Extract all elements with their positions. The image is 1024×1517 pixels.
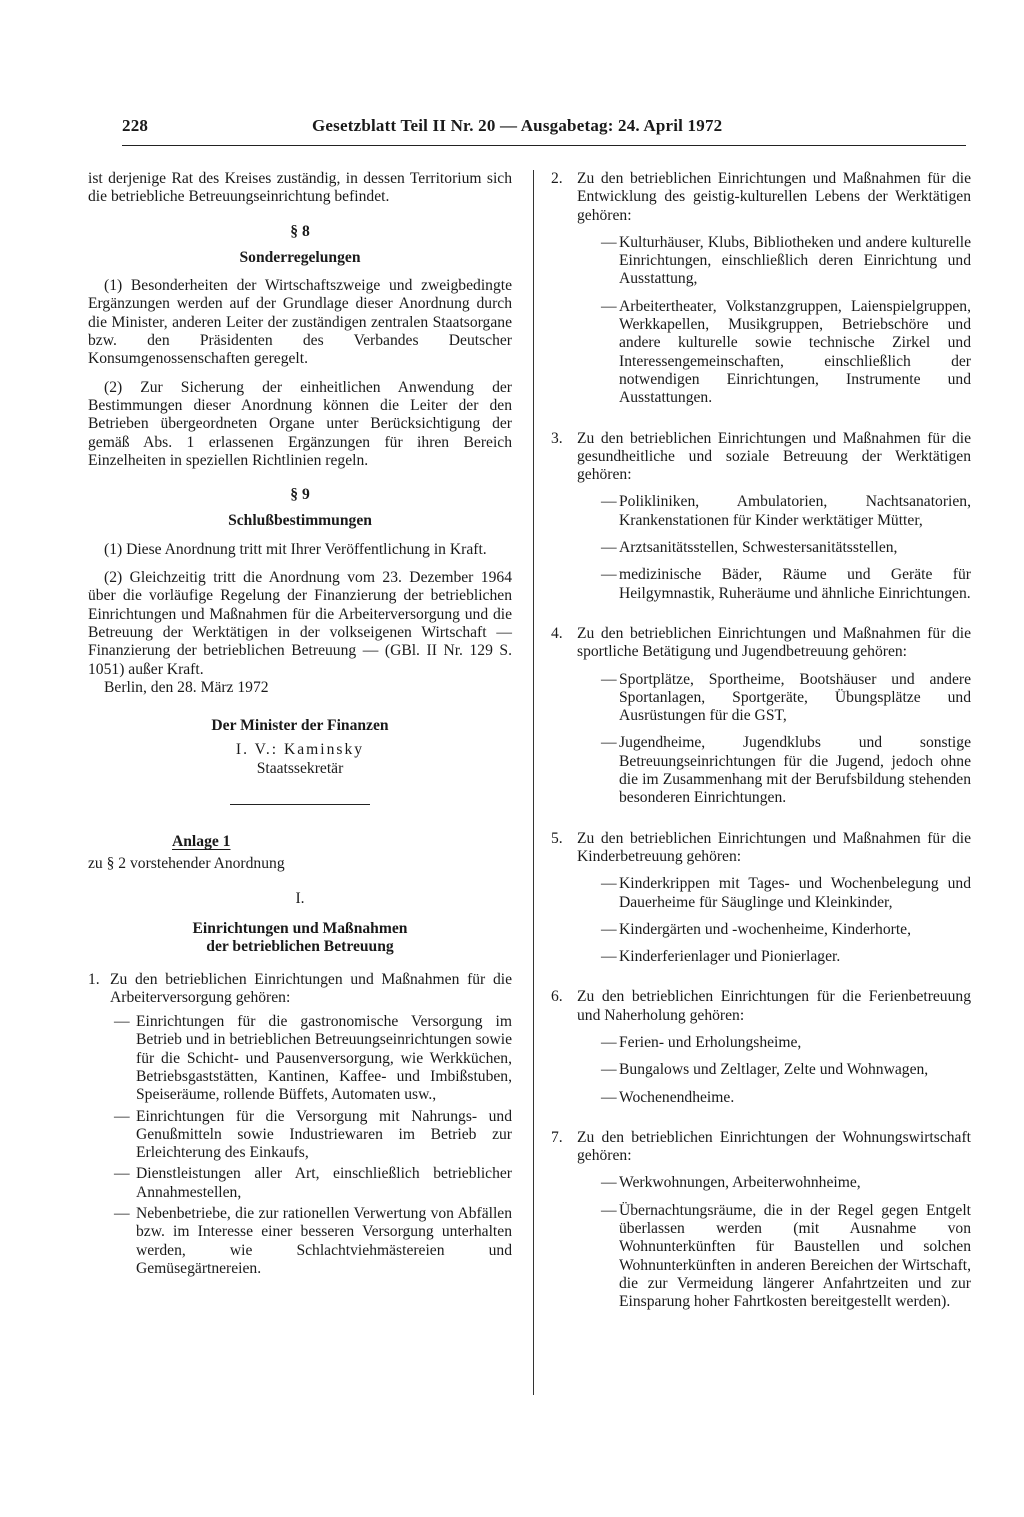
dash-item [597,539,971,557]
dash-text: Kulturhäuser, Klubs, Bibliotheken und andere kulturelle Einrichtungen, einschließlich deren Einrichtung und Ausstattung, [619,233,971,288]
separator-rule [230,804,370,805]
dash-item [597,1089,971,1107]
list-item-2 [551,170,971,408]
dash-text: Einrichtungen für die Versorgung mit Nahrungs- und Genußmitteln sowie Industriewaren im Betrieb zur Erleichterung des Einkaufs, [136,1107,512,1162]
section-8-paragraph-2: (2) Zur Sicherung der einheitlichen Anwendung der Bestimmungen dieser Anordnung können die Leiter der den Betrieben übergeordneten Organe unter Berücksichtigung der gemäß Abs. 1 erlassenen Ergänzungen für ihren Bereich Einzelheiten in speziellen Richtlinien regeln. [88,378,512,469]
list-item-number: 1. [88,970,100,988]
dash-text: Bungalows und Zeltlager, Zelte und Wohnwagen, [619,1061,929,1079]
dash-glyph: — [601,670,617,688]
dash-text: Sportplätze, Sportheime, Bootshäuser und andere Sportanlagen, Sportgeräte, Übungsplätze und Ausrüstungen für die GST, [619,670,971,725]
place-date: Berlin, den 28. März 1972 [104,678,269,696]
dash-glyph: — [601,920,617,938]
right-column [551,170,971,1312]
dash-glyph: — [114,1165,130,1183]
signature-office: Der Minister der Finanzen [211,717,389,735]
dash-text: Arztsanitätsstellen, Schwestersanitätsstellen, [619,539,898,557]
dash-text: Kindergärten und -wochenheime, Kinderhorte, [619,920,911,938]
dash-item [110,1165,512,1202]
left-column [88,170,512,1278]
list-item-3 [551,430,971,603]
intro-paragraph: ist derjenige Rat des Kreises zuständig, in dessen Territorium sich die betriebliche Betreuungseinrichtung befindet. [88,170,512,206]
list-item-lead: Zu den betrieblichen Einrichtungen und Maßnahmen für die Kinderbetreuung gehören: [577,829,971,865]
dash-item [110,1108,512,1163]
dash-glyph: — [601,493,617,511]
section-8-paragraph-1: (1) Besonderheiten der Wirtschaftszweige und zweigbedingte Ergänzungen werden auf der Grundlage dieser Anordnung durch die Minister, anderen Leiter der zuständigen zentralen Staatsorgane bzw. den Präsidenten des Verbandes Deutscher Konsumgenossenschaften geregelt. [88,277,512,368]
header-rule [122,145,966,146]
list-item-number: 2. [551,170,563,187]
list-item-lead: Zu den betrieblichen Einrichtungen und Maßnahmen für die gesundheitliche und soziale Betreuung der Werktätigen gehören: [577,429,971,484]
dash-item [597,921,971,939]
list-item-lead: Zu den betrieblichen Einrichtungen und Maßnahmen für die Entwicklung des geistig-kulturellen Lebens der Werktätigen gehören: [577,170,971,224]
dash-text: Einrichtungen für die gastronomische Versorgung im Betrieb und in betrieblichen Betreuungseinrichtungen sowie für die Schicht- und Pausenversorgung, wie Werkküchen, Betriebsgaststätten, Kantinen, Kaffee- und Imbißstuben, Speiseräume, rollende Büffets, Automaten usw., [136,1013,512,1104]
list-item-lead: Zu den betrieblichen Einrichtungen und Maßnahmen für die sportliche Betätigung und Jugendbetreuung gehören: [577,624,971,661]
list-item-number: 6. [551,988,563,1006]
list-item-4 [551,625,971,808]
dash-glyph: — [601,1201,617,1219]
signature-role: Staatssekretär [256,759,344,777]
dash-glyph: — [601,1061,617,1079]
anlage-reference: zu § 2 vorstehender Anordnung [88,855,285,873]
signature-name: I. V.: Kaminsky [235,741,365,759]
list-item-number: 3. [551,429,563,447]
dash-item [110,1013,512,1104]
dash-glyph: — [601,1033,617,1051]
dash-text: Übernachtungsräume, die in der Regel gegen Entgelt überlassen werden (mit Ausnahme von Wohnunterkünften für Baustellen und solchen Wohnunterkünften in anderen Bereichen der Wirtschaft, die zur Vermeidung längerer Anfahrtzeiten und zur Einsparung hoher Fahrtkosten bereitgestellt werden). [619,1201,971,1311]
section-9-paragraph-2: (2) Gleichzeitig tritt die Anordnung vom 23. Dezember 1964 über die vorläufige Regelung der Finanzierung der betrieblichen Einrichtungen und Maßnahmen für die Arbeiterversorgung und die Betreuung der Werktätigen in der volkseigenen Wirtschaft — Finanzierung der betrieblichen Betreuung — (GBl. II Nr. 129 S. 1051) außer Kraft. [88,569,512,678]
header-title: Gesetzblatt Teil II Nr. 20 — Ausgabetag: 24. April 1972 [312,116,723,135]
dash-glyph: — [601,734,617,752]
dash-text: Jugendheime, Jugendklubs und sonstige Betreuungseinrichtungen für die Jugend, jedoch ohne die im Zusammenhang mit der Berufsbildung stehenden besonderen Einrichtungen. [619,734,971,807]
dash-text: medizinische Bäder, Räume und Geräte für Heilgymnastik, Ruheräume und ähnliche Einrichtungen. [619,566,971,602]
list-item-lead: Zu den betrieblichen Einrichtungen der Wohnungswirtschaft gehören: [577,1128,971,1165]
dash-item [597,671,971,726]
list-item-number: 5. [551,829,563,847]
dash-glyph: — [114,1013,130,1031]
section-9-title: Schlußbestimmungen [228,512,372,530]
dash-text: Polikliniken, Ambulatorien, Nachtsanatorien, Krankenstationen für Kinder werktätiger Mütter, [619,493,971,529]
dash-item [597,1202,971,1312]
anlage-heading-line-1: Einrichtungen und Maßnahmen [192,919,408,937]
dash-text: Wochenendheime. [619,1088,735,1106]
list-item-1 [88,971,512,1279]
dash-item [597,734,971,807]
column-divider [533,170,534,1395]
dash-glyph: — [601,566,617,584]
dash-text: Kinderferienlager und Pionierlager. [619,948,841,966]
dash-text: Dienstleistungen aller Art, einschließlich betrieblicher Annahmestellen, [136,1165,512,1201]
dash-item [597,1174,971,1192]
list-item-6 [551,988,971,1106]
dash-item [110,1205,512,1278]
dash-item [597,1034,971,1052]
dash-glyph: — [601,1174,617,1192]
dash-item [597,1061,971,1079]
dash-glyph: — [601,233,617,251]
section-9-paragraph-1: (1) Diese Anordnung tritt mit Ihrer Veröffentlichung in Kraft. [104,540,487,558]
dash-glyph: — [114,1107,130,1125]
list-item-5 [551,830,971,967]
anlage-roman-numeral: I. [295,889,305,907]
dash-item [597,493,971,530]
dash-glyph: — [601,1088,617,1106]
section-8-number: § 8 [290,222,310,240]
dash-item [597,948,971,966]
list-item-lead: Zu den betrieblichen Einrichtungen und Maßnahmen für die Arbeiterversorgung gehören: [110,970,512,1006]
dash-glyph: — [601,875,617,893]
dash-text: Werkwohnungen, Arbeiterwohnheime, [619,1174,861,1192]
dash-text: Ferien- und Erholungsheime, [619,1033,802,1051]
dash-glyph: — [601,539,617,557]
dash-text: Kinderkrippen mit Tages- und Wochenbelegung und Dauerheime für Säuglinge und Kleinkinder, [619,875,971,911]
page-number: 228 [122,116,149,135]
anlage-heading-line-2: der betrieblichen Betreuung [206,938,394,956]
dash-glyph: — [601,948,617,966]
dash-item [597,875,971,912]
dash-text: Arbeitertheater, Volkstanzgruppen, Laienspielgruppen, Werkkapellen, Musikgruppen, Betriebschöre und andere kulturelle sowie technische Zirkel und Interessengemeinschaften, einschließlich der notwendigen Einrichtungen, Instrumente und Ausstattungen. [619,297,971,407]
anlage-title: Anlage 1 [172,833,231,851]
dash-glyph: — [114,1205,130,1223]
dash-item [597,298,971,408]
section-9-number: § 9 [290,486,310,504]
dash-glyph: — [601,297,617,315]
dash-item [597,234,971,289]
list-item-7 [551,1129,971,1312]
list-item-number: 7. [551,1128,563,1146]
dash-text: Nebenbetriebe, die zur rationellen Verwertung von Abfällen bzw. im Interesse einer besseren Versorgung unterhalten werden, wie Schlachtviehmästereien und Gemüsegärtnereien. [136,1205,512,1277]
list-item-lead: Zu den betrieblichen Einrichtungen für die Ferienbetreuung und Naherholung gehören: [577,988,971,1024]
dash-item [597,566,971,603]
section-8-title: Sonderregelungen [239,248,361,266]
list-item-number: 4. [551,624,563,642]
